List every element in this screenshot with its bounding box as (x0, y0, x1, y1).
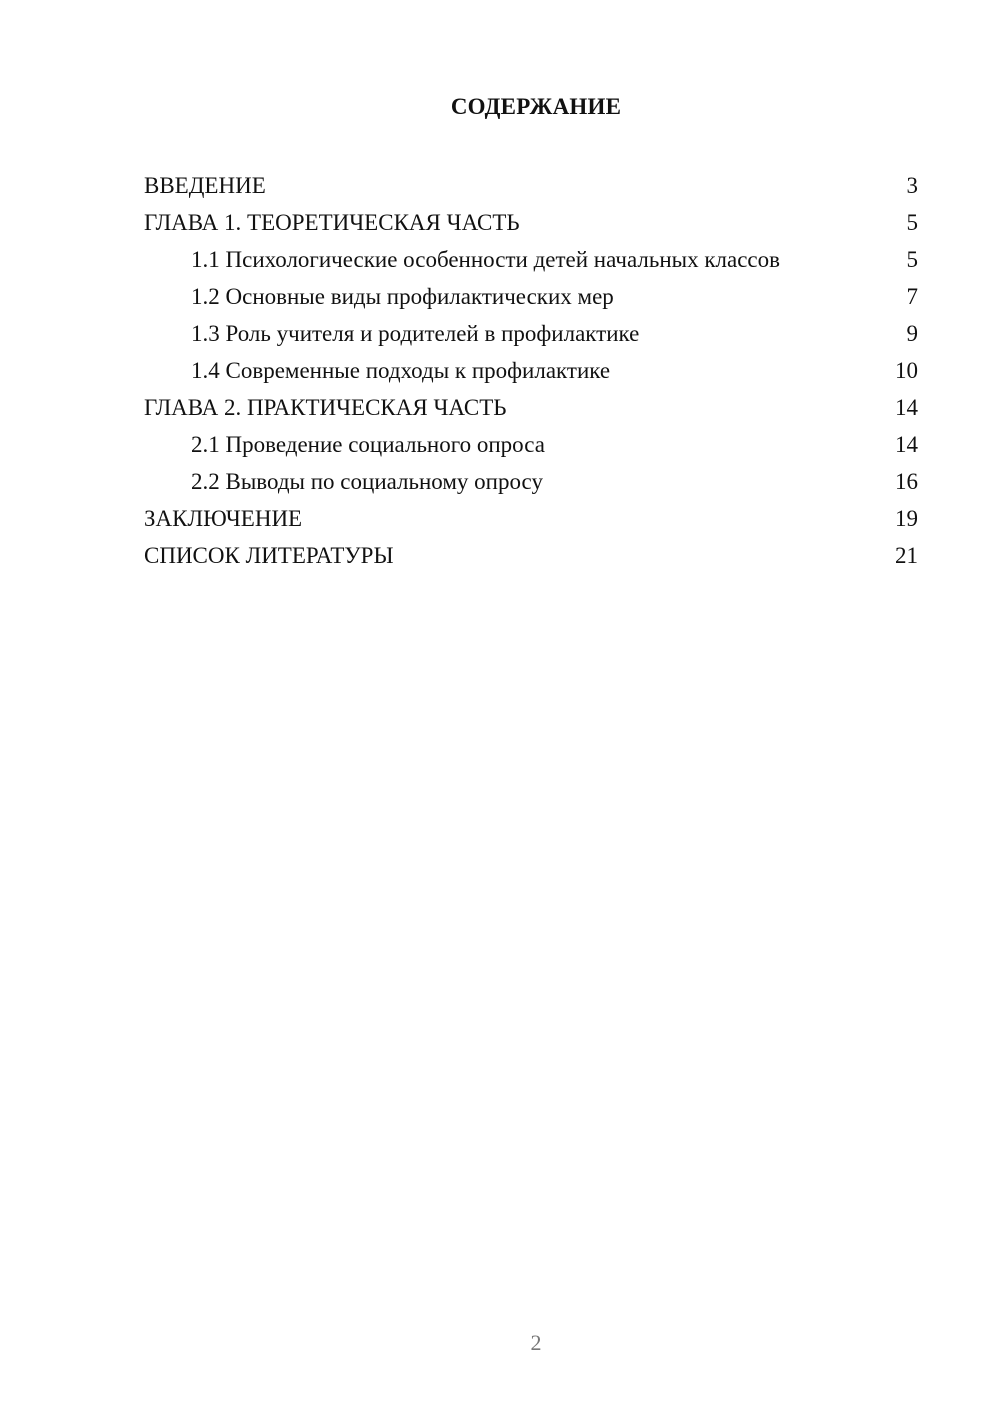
toc-entry-chapter-2 (144, 389, 918, 426)
toc-entry-label: 2.1 Проведение социального опроса (191, 432, 545, 457)
toc-entry-section-1-1 (144, 241, 918, 278)
toc-entry-label: 2.2 Выводы по социальному опросу (191, 469, 543, 494)
toc-entry-page: 16 (895, 469, 918, 494)
toc-entry-label: 1.3 Роль учителя и родителей в профилактике (191, 321, 640, 346)
toc-entry-conclusion (144, 500, 918, 537)
toc-entry-label: 1.4 Современные подходы к профилактике (191, 358, 611, 383)
toc-entry-page: 19 (895, 506, 918, 531)
toc-entry-page: 9 (906, 321, 918, 346)
toc-entry-label: 1.1 Психологические особенности детей начальных классов (191, 247, 780, 272)
toc-entry-page: 21 (895, 543, 918, 568)
toc-entry-label: ЗАКЛЮЧЕНИЕ (144, 506, 303, 531)
toc-entry-page: 7 (906, 284, 918, 309)
toc-entry-page: 10 (895, 358, 918, 383)
toc-entry-label: 1.2 Основные виды профилактических мер (191, 284, 614, 309)
toc-entry-references (144, 537, 918, 574)
toc-entry-page: 14 (895, 395, 918, 420)
toc-entry-label: ГЛАВА 1. ТЕОРЕТИЧЕСКАЯ ЧАСТЬ (144, 210, 520, 235)
toc-entry-section-1-4 (144, 352, 918, 389)
toc-entry-label: ВВЕДЕНИЕ (144, 173, 266, 198)
page-number: 2 (530, 1330, 542, 1355)
toc-entry-page: 3 (906, 173, 918, 198)
toc-entry-chapter-1 (144, 204, 918, 241)
toc-entry-section-2-1 (144, 426, 918, 463)
toc-entry-page: 5 (906, 210, 918, 235)
toc-title: СОДЕРЖАНИЕ (450, 94, 622, 119)
toc-entry-introduction (144, 167, 918, 204)
toc-entry-page: 5 (906, 247, 918, 272)
toc-entry-label: СПИСОК ЛИТЕРАТУРЫ (144, 543, 394, 568)
toc-entry-label: ГЛАВА 2. ПРАКТИЧЕСКАЯ ЧАСТЬ (144, 395, 507, 420)
toc-entry-section-1-2 (144, 278, 918, 315)
toc-entry-page: 14 (895, 432, 918, 457)
table-of-contents (144, 167, 918, 574)
toc-entry-section-2-2 (144, 463, 918, 500)
toc-entry-section-1-3 (144, 315, 918, 352)
